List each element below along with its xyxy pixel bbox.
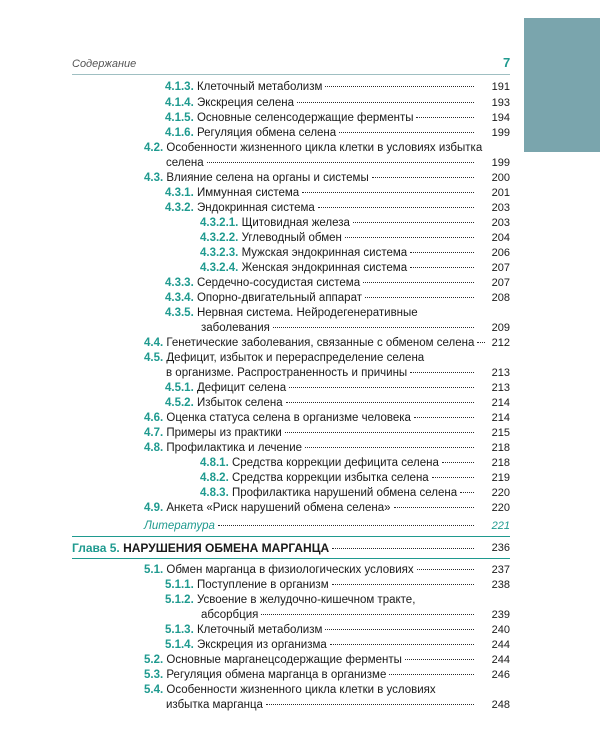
entry-title: Средства коррекции избытка селена xyxy=(231,472,429,484)
entry-page-number: 213 xyxy=(491,367,510,379)
entry-number: 4.8.2. xyxy=(200,472,232,484)
entry-line xyxy=(165,578,477,592)
entry-number: 5.1.1. xyxy=(165,579,197,591)
entry-title: Основные селенсодержащие ферменты xyxy=(196,112,414,124)
dot-leader xyxy=(273,327,474,328)
entry-line xyxy=(200,456,477,470)
entry-page-number: 212 xyxy=(491,337,510,349)
entry-number: 4.1.4. xyxy=(165,97,197,109)
entry-page-number: 206 xyxy=(491,247,510,259)
entry-line xyxy=(165,276,477,290)
entry-page-number: 203 xyxy=(491,217,510,229)
dot-leader xyxy=(305,447,474,448)
entry-page-number: 204 xyxy=(491,232,510,244)
entry-title: Клеточный метаболизм xyxy=(196,81,323,93)
entry-line xyxy=(144,519,477,533)
entry-number: 4.5.1. xyxy=(165,382,197,394)
entry-number: 4.3.4. xyxy=(165,292,197,304)
entry-title: Опорно-двигательный аппарат xyxy=(196,292,362,304)
entry-number: 4.2. xyxy=(144,142,167,154)
entry-title: Дефицит селена xyxy=(196,382,287,394)
entry-title-continued: селена xyxy=(166,157,204,169)
dot-leader xyxy=(394,507,474,508)
entry-page-number: 240 xyxy=(491,624,510,636)
entry-line xyxy=(165,201,477,215)
entry-page-number: 207 xyxy=(491,262,510,274)
entry-line xyxy=(200,486,477,500)
entry-title: Генетические заболевания, связанные с обменом селена xyxy=(166,337,475,349)
entry-line xyxy=(201,321,477,335)
dot-leader xyxy=(389,674,474,675)
entry-line xyxy=(200,246,477,260)
entry-page-number: 236 xyxy=(491,542,510,554)
dot-leader xyxy=(410,372,474,373)
entry-title: Литература xyxy=(144,520,215,532)
entry-page-number: 239 xyxy=(491,609,510,621)
entry-line xyxy=(166,698,477,712)
entry-number: 4.3.2.1. xyxy=(200,217,242,229)
entry-title: Обмен марганца в физиологических условиях xyxy=(166,564,414,576)
running-header-title: Содержание xyxy=(72,58,137,70)
entry-title: Основные марганецсодержащие ферменты xyxy=(166,654,402,666)
entry-title: Экскреция селена xyxy=(196,97,295,109)
entry-number: 4.3.2.4. xyxy=(200,262,242,274)
entry-page-number: 246 xyxy=(491,669,510,681)
dot-leader xyxy=(218,525,474,526)
entry-title: Клеточный метаболизм xyxy=(196,624,323,636)
chapter-divider xyxy=(72,558,510,559)
dot-leader xyxy=(416,117,474,118)
dot-leader xyxy=(318,207,474,208)
entry-line xyxy=(165,111,477,125)
entry-number: 5.1.2. xyxy=(165,594,197,606)
entry-number: 4.1.3. xyxy=(165,81,197,93)
entry-title: Эндокринная система xyxy=(196,202,315,214)
entry-number: 4.3.2.3. xyxy=(200,247,242,259)
entry-line xyxy=(144,441,477,455)
entry-line xyxy=(165,381,477,395)
entry-title: Сердечно-сосудистая система xyxy=(196,277,361,289)
entry-title: Нервная система. Нейродегенеративные xyxy=(196,307,418,319)
entry-title: Усвоение в желудочно-кишечном тракте, xyxy=(196,594,416,606)
entry-line xyxy=(165,126,477,140)
entry-number: Глава 5. xyxy=(72,541,124,555)
entry-line xyxy=(165,396,477,410)
entry-title: Женская эндокринная система xyxy=(241,262,408,274)
entry-page-number: 215 xyxy=(491,427,510,439)
entry-line xyxy=(144,501,477,515)
dot-leader xyxy=(432,477,474,478)
entry-page-number: 191 xyxy=(491,81,510,93)
dot-leader xyxy=(363,282,474,283)
entry-title: Особенности жизненного цикла клетки в условиях xyxy=(166,684,436,696)
entry-line xyxy=(144,171,477,185)
entry-line xyxy=(144,411,477,425)
entry-number: 4.8.3. xyxy=(200,487,232,499)
entry-title: Особенности жизненного цикла клетки в условиях избытка xyxy=(166,142,483,154)
dot-leader xyxy=(330,644,474,645)
entry-title: Дефицит, избыток и перераспределение селена xyxy=(166,352,425,364)
entry-page-number: 244 xyxy=(491,639,510,651)
entry-number: 4.5.2. xyxy=(165,397,197,409)
entry-number: 5.2. xyxy=(144,654,167,666)
entry-title-continued: в организме. Распространенность и причины xyxy=(166,367,408,379)
dot-leader xyxy=(332,548,474,549)
dot-leader xyxy=(405,659,474,660)
entry-number: 4.3. xyxy=(144,172,167,184)
dot-leader xyxy=(372,177,474,178)
dot-leader xyxy=(417,569,474,570)
entry-title: Средства коррекции дефицита селена xyxy=(231,457,439,469)
entry-line xyxy=(72,541,477,555)
entry-number: 4.4. xyxy=(144,337,167,349)
entry-page-number: 214 xyxy=(491,397,510,409)
entry-line xyxy=(144,668,477,682)
entry-number: 5.1. xyxy=(144,564,167,576)
entry-page-number: 203 xyxy=(491,202,510,214)
entry-page-number: 201 xyxy=(491,187,510,199)
entry-title: Регуляция обмена селена xyxy=(196,127,337,139)
entry-line xyxy=(144,336,477,350)
entry-page-number: 208 xyxy=(491,292,510,304)
dot-leader xyxy=(345,237,474,238)
entry-title: Регуляция обмена марганца в организме xyxy=(166,669,387,681)
dot-leader xyxy=(325,86,474,87)
entry-line xyxy=(144,351,477,365)
entry-line xyxy=(166,156,477,170)
entry-line xyxy=(144,426,477,440)
entry-title: Щитовидная железа xyxy=(241,217,350,229)
entry-page-number: 248 xyxy=(491,699,510,711)
entry-line xyxy=(165,96,477,110)
entry-line xyxy=(165,593,477,607)
entry-page-number: 199 xyxy=(491,157,510,169)
entry-line xyxy=(166,366,477,380)
entry-page-number: 219 xyxy=(491,472,510,484)
entry-number: 5.4. xyxy=(144,684,167,696)
dot-leader xyxy=(302,192,474,193)
entry-title: Оценка статуса селена в организме человека xyxy=(166,412,411,424)
entry-number: 4.6. xyxy=(144,412,167,424)
entry-line xyxy=(144,563,477,577)
entry-line xyxy=(200,231,477,245)
entry-title: Профилактика и лечение xyxy=(166,442,303,454)
entry-number: 4.8.1. xyxy=(200,457,232,469)
entry-number: 4.3.2.2. xyxy=(200,232,242,244)
entry-page-number: 193 xyxy=(491,97,510,109)
entry-title: Поступление в организм xyxy=(196,579,329,591)
page-number: 7 xyxy=(503,55,511,70)
dot-leader xyxy=(353,222,474,223)
entry-title: Экскреция из организма xyxy=(196,639,327,651)
entry-title: Анкета «Риск нарушений обмена селена» xyxy=(166,502,391,514)
dot-leader xyxy=(286,402,474,403)
entry-line xyxy=(165,623,477,637)
dot-leader xyxy=(410,252,474,253)
entry-number: 4.3.5. xyxy=(165,307,197,319)
entry-line xyxy=(200,261,477,275)
dot-leader xyxy=(332,584,474,585)
entry-number: 4.5. xyxy=(144,352,167,364)
entry-page-number: 218 xyxy=(491,457,510,469)
entry-title: Профилактика нарушений обмена селена xyxy=(231,487,458,499)
entry-line xyxy=(144,653,477,667)
entry-page-number: 238 xyxy=(491,579,510,591)
entry-page-number: 200 xyxy=(491,172,510,184)
entry-page-number: 209 xyxy=(491,322,510,334)
entry-title: Влияние селена на органы и системы xyxy=(166,172,369,184)
dot-leader xyxy=(261,614,474,615)
entry-line xyxy=(165,306,477,320)
entry-title-continued: абсорбция xyxy=(201,609,259,621)
dot-leader xyxy=(289,387,474,388)
dot-leader xyxy=(410,267,474,268)
entry-number: 5.1.4. xyxy=(165,639,197,651)
entry-title: НАРУШЕНИЯ ОБМЕНА МАРГАНЦА xyxy=(123,541,330,555)
entry-title: Примеры из практики xyxy=(166,427,282,439)
entry-line xyxy=(165,80,477,94)
entry-title: Иммунная система xyxy=(196,187,300,199)
entry-page-number: 213 xyxy=(491,382,510,394)
entry-number: 5.1.3. xyxy=(165,624,197,636)
entry-number: 4.3.1. xyxy=(165,187,197,199)
entry-page-number: 237 xyxy=(491,564,510,576)
entry-number: 5.3. xyxy=(144,669,167,681)
entry-page-number: 214 xyxy=(491,412,510,424)
dot-leader xyxy=(297,102,474,103)
entry-page-number: 221 xyxy=(491,520,510,532)
dot-leader xyxy=(325,629,474,630)
entry-page-number: 220 xyxy=(491,487,510,499)
entry-line xyxy=(144,683,477,697)
dot-leader xyxy=(365,297,474,298)
entry-title: Мужская эндокринная система xyxy=(241,247,408,259)
entry-page-number: 220 xyxy=(491,502,510,514)
entry-number: 4.8. xyxy=(144,442,167,454)
dot-leader xyxy=(207,162,474,163)
section-divider xyxy=(72,536,510,537)
entry-page-number: 199 xyxy=(491,127,510,139)
entry-line xyxy=(165,291,477,305)
entry-number: 4.7. xyxy=(144,427,167,439)
entry-number: 4.3.3. xyxy=(165,277,197,289)
entry-line xyxy=(165,638,477,652)
entry-title-continued: заболевания xyxy=(201,322,270,334)
entry-line xyxy=(165,186,477,200)
entry-page-number: 218 xyxy=(491,442,510,454)
entry-title-continued: избытка марганца xyxy=(166,699,263,711)
dot-leader xyxy=(414,417,474,418)
entry-number: 4.9. xyxy=(144,502,167,514)
dot-leader xyxy=(266,704,474,705)
entry-line xyxy=(200,216,477,230)
entry-number: 4.3.2. xyxy=(165,202,197,214)
entry-line xyxy=(201,608,477,622)
entry-page-number: 194 xyxy=(491,112,510,124)
entry-title: Углеводный обмен xyxy=(241,232,342,244)
entry-title: Избыток селена xyxy=(196,397,283,409)
entry-line xyxy=(144,141,483,155)
entry-line xyxy=(200,471,477,485)
dot-leader xyxy=(285,432,474,433)
entry-number: 4.1.6. xyxy=(165,127,197,139)
entry-page-number: 244 xyxy=(491,654,510,666)
dot-leader xyxy=(339,132,474,133)
entry-page-number: 207 xyxy=(491,277,510,289)
entry-number: 4.1.5. xyxy=(165,112,197,124)
